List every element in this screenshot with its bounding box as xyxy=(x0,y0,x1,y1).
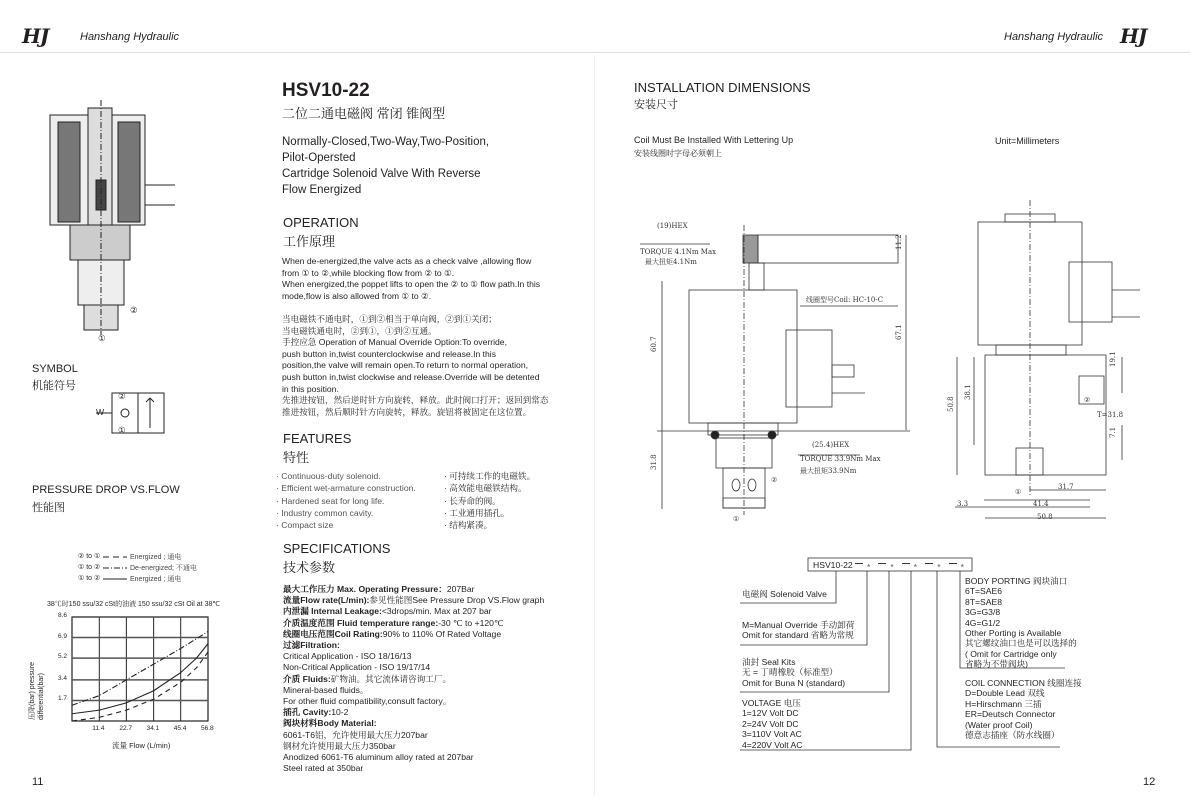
coil-line: H=Hirschmann 三插 xyxy=(965,698,1042,709)
spec-label: 线圈电压范围Coil Rating: xyxy=(283,628,383,639)
product-desc-3: Cartridge Solenoid Valve With Reverse xyxy=(282,168,481,180)
pressure-drop-chart xyxy=(72,617,208,721)
specifications-title-cn: 技术参数 xyxy=(283,560,336,575)
spec-row xyxy=(283,640,544,651)
specifications-title: SPECIFICATIONS xyxy=(283,541,391,556)
page-number-left: 11 xyxy=(32,776,44,788)
product-desc-2: Pilot-Opersted xyxy=(282,152,356,164)
spec-value: 90% to 110% Of Rated Voltage xyxy=(382,628,502,639)
chart-ytick: 5.2 xyxy=(58,653,68,661)
chart-plot-area xyxy=(72,617,208,721)
chart-xtick: 56.8 xyxy=(201,725,214,732)
spec-value: 参见性能图See Pressure Drop VS.Flow graph xyxy=(369,595,545,606)
operation-text xyxy=(282,256,548,418)
operation-line: push button in,twist counterclockwise and release.In this xyxy=(282,348,497,359)
legend-label-3: Energized ; 通电 xyxy=(130,576,182,583)
operation-line: in this position. xyxy=(282,383,339,394)
installation-drawing-front xyxy=(640,225,910,515)
seal-line: Omit for Buna N (standard) xyxy=(742,677,846,688)
spec-label: 插孔 Cavity: xyxy=(283,707,332,718)
spec-row xyxy=(283,651,544,662)
dim-torque2_cn: 最大扭矩33.9Nm xyxy=(800,467,857,475)
chart-xtick: 45.4 xyxy=(173,725,187,732)
installation-title-cn: 安装尺寸 xyxy=(634,99,678,111)
spec-value: For other fluid compatibility,consult factory。 xyxy=(283,696,452,707)
spec-row xyxy=(283,718,544,729)
operation-line: When de-energized,the valve acts as a check valve ,allowing flow xyxy=(282,256,532,266)
legend-path-3: ① to ② xyxy=(78,575,101,582)
order-solenoid: 电磁阀 Solenoid Valve xyxy=(742,589,827,599)
order-model: HSV10-22 xyxy=(813,560,853,570)
feature-en: · Continuous-duty solenoid. xyxy=(276,471,381,481)
spec-value: 钢材允许使用最大压力350bar xyxy=(283,740,396,751)
chart-ytick: 8.6 xyxy=(58,612,68,619)
dim-t318: T=31.8 xyxy=(1097,411,1124,419)
dim-d33: 3.3 xyxy=(957,500,969,508)
seal-line: 无 = 丁晴橡胶（标准型） xyxy=(742,667,838,678)
operation-line: 先推进按钮，然后逆时针方向旋转，释放。此时阀口打开；返回到常态 xyxy=(282,395,549,406)
spec-row xyxy=(283,618,544,629)
porting-line: 省略为不带阀块) xyxy=(965,659,1029,670)
unit-label: Unit=Millimeters xyxy=(995,136,1060,146)
chart-xtick: 22.7 xyxy=(119,725,132,732)
order-option-1: * xyxy=(867,562,871,572)
chart-ytick: 6.9 xyxy=(58,632,68,640)
chart-title-cn: 性能图 xyxy=(32,502,65,514)
order-dash xyxy=(855,563,863,564)
dim-torque1_cn: 最大扭矩4.1Nm xyxy=(645,258,697,266)
operation-line: 手控应急 Operation of Manual Override Option:To override, xyxy=(282,337,507,348)
spec-value: Non-Critical Application - ISO 19/17/14 xyxy=(283,662,431,673)
operation-line: When energized,the poppet lifts to open the ② to ① flow path.In this xyxy=(282,279,541,290)
valve-section-drawing xyxy=(50,100,175,335)
coil-line: D=Double Lead 双线 xyxy=(965,688,1045,699)
operation-title: OPERATION xyxy=(283,215,359,230)
dim-p1: ① xyxy=(733,515,740,523)
spec-value: 207Bar xyxy=(446,584,475,594)
operation-line: from ① to ②,while blocking flow from ② to ①. xyxy=(282,267,455,278)
spec-row xyxy=(283,629,544,640)
dim-hex19: (19)HEX xyxy=(657,222,688,230)
spec-label: 过滤Filtration: xyxy=(283,640,340,651)
symbol-title: SYMBOL xyxy=(32,363,78,375)
legend-label-2: De-energized; 不通电 xyxy=(130,565,197,572)
symbol-port-2: ② xyxy=(118,391,126,401)
product-subtitle-cn: 二位二通电磁阀 常闭 锥阀型 xyxy=(282,106,446,121)
dim-torque2: TORQUE 33.9Nm Max xyxy=(800,455,881,463)
right-logo: HJ xyxy=(1120,24,1147,48)
page-number-right: 12 xyxy=(1143,776,1156,788)
spec-row xyxy=(283,707,544,718)
chart-subtitle: 38℃时150 ssu/32 cSt的油液 150 ssu/32 cSt Oil at 38℃ xyxy=(47,601,221,608)
voltage-line: 1=12V Volt DC xyxy=(742,708,799,719)
spec-value: Mineral-based fluids。 xyxy=(283,684,369,695)
product-model: HSV10-22 xyxy=(282,80,370,101)
order-option-5: * xyxy=(960,562,964,572)
right-brand: Hanshang Hydraulic xyxy=(1004,31,1104,43)
porting-line: 8T=SAE8 xyxy=(965,596,1003,607)
chart-xtick: 11.4 xyxy=(92,725,105,732)
dim-d508h: 50.8 xyxy=(1037,513,1053,521)
order-dash xyxy=(925,563,933,564)
port-1-label: ① xyxy=(98,333,106,343)
spec-row xyxy=(283,730,544,741)
dim-d191: 19.1 xyxy=(1109,351,1117,367)
features-title-cn: 特性 xyxy=(283,450,310,465)
dim-p2: ② xyxy=(771,476,778,484)
dim-hex25: (25.4)HEX xyxy=(812,441,850,449)
operation-line xyxy=(282,302,548,314)
installation-note-cn: 安装线圈时字母必须朝上 xyxy=(634,149,722,158)
spec-value: <3drops/min. Max at 207 bar xyxy=(381,606,492,617)
operation-title-cn: 工作原理 xyxy=(283,234,336,249)
coil-line: 德意志插座（防水线圈） xyxy=(965,730,1060,741)
dim-rp1: ① xyxy=(1015,488,1022,496)
product-desc-4: Flow Energized xyxy=(282,184,362,196)
symbol-port-1: ① xyxy=(118,425,126,435)
porting-line: 4G=G1/2 xyxy=(965,617,1001,628)
chart-xtick: 34.1 xyxy=(146,725,160,732)
coil-line: (Water proof Coil) xyxy=(965,719,1033,730)
chart-series-dashdot xyxy=(72,632,208,706)
symbol-title-cn: 机能符号 xyxy=(32,380,76,392)
porting-line: Other Porting is Available xyxy=(965,628,1062,639)
feature-en: · Industry common cavity. xyxy=(276,507,374,518)
chart-ylabel: 压降(bar) pressure differential(bar) xyxy=(29,662,45,720)
order-dash xyxy=(878,563,886,564)
spec-row xyxy=(283,685,544,696)
specifications-list xyxy=(283,584,544,774)
dim-d607: 60.7 xyxy=(650,336,658,352)
spec-value: Anodized 6061-T6 aluminum alloy rated at 207bar xyxy=(283,752,474,763)
voltage-line: 4=220V Volt AC xyxy=(742,739,803,750)
symbol-w: W xyxy=(96,407,105,417)
installation-note: Coil Must Be Installed With Lettering Up xyxy=(634,135,794,145)
left-logo: HJ xyxy=(22,24,49,48)
dim-d318: 31.8 xyxy=(650,454,658,470)
coil-line: ER=Deutsch Connector xyxy=(965,709,1056,720)
porting-line: BODY PORTING 阀块油口 xyxy=(965,576,1068,586)
porting-line: 其它螺纹油口也是可以选择的 xyxy=(965,638,1077,649)
dim-d381: 38.1 xyxy=(964,384,972,400)
order-option-3: * xyxy=(913,562,918,572)
chart-ytick: 3.4 xyxy=(58,674,68,682)
feature-cn: · 结构紧凑。 xyxy=(444,520,493,531)
order-option-2: * xyxy=(890,562,894,572)
porting-line: ( Omit for Cartridge only xyxy=(965,648,1057,659)
voltage-line: 2=24V Volt DC xyxy=(742,718,799,729)
feature-cn: · 可持续工作的电磁铁。 xyxy=(444,471,536,481)
override-line: Omit for standard 省略为常规 xyxy=(742,630,854,641)
spec-value: 6061-T6铝，允许使用最大压力207bar xyxy=(283,729,428,740)
porting-line: 3G=G3/8 xyxy=(965,607,1001,618)
spec-value: 矿物油。其它流体请咨询工厂。 xyxy=(330,673,452,684)
spec-row xyxy=(283,584,544,595)
operation-line: push button in,twist clockwise and release.Override will be detented xyxy=(282,371,540,382)
spec-label: 介质 Fluids: xyxy=(283,673,331,684)
dim-torque1: TORQUE 4.1Nm Max xyxy=(640,248,717,256)
spec-label: 阀块材料Body Material: xyxy=(283,718,377,729)
dim-d317: 31.7 xyxy=(1058,483,1074,491)
voltage-line: VOLTAGE 电压 xyxy=(742,698,801,708)
chart-title: PRESSURE DROP VS.FLOW xyxy=(32,484,180,496)
feature-en: · Hardened seat for long life. xyxy=(276,495,385,506)
feature-cn: · 工业通用插孔。 xyxy=(444,507,510,518)
left-brand: Hanshang Hydraulic xyxy=(80,31,180,43)
seal-line: 油封 Seal Kits xyxy=(742,657,796,667)
voltage-line: 3=110V Volt AC xyxy=(742,729,802,740)
dim-d414: 41.4 xyxy=(1033,500,1049,508)
feature-cn: · 长寿命的阀。 xyxy=(444,495,501,506)
dim-d508v: 50.8 xyxy=(947,396,955,412)
installation-title: INSTALLATION DIMENSIONS xyxy=(634,80,811,95)
spec-row xyxy=(283,763,544,774)
coil-line: COIL CONNECTION 线圈连接 xyxy=(965,678,1082,688)
chart-series-solid xyxy=(72,644,208,714)
operation-line: position,the valve will remain open.To return to normal operation, xyxy=(282,360,529,371)
spec-row xyxy=(283,662,544,673)
spec-row xyxy=(283,696,544,707)
spec-row xyxy=(283,741,544,752)
feature-en: · Compact size xyxy=(276,520,334,531)
operation-line: 当电磁铁通电时，②到①，①到②互通。 xyxy=(282,325,437,336)
spec-value: Critical Application - ISO 18/16/13 xyxy=(283,651,412,662)
dim-rp2: ② xyxy=(1084,396,1091,404)
operation-line: 当电磁铁不通电时，①到②相当于单向阀，②到①关闭； xyxy=(282,313,497,324)
spec-row xyxy=(283,595,544,606)
spec-label: 内泄漏 Internal Leakage: xyxy=(283,606,382,617)
features-title: FEATURES xyxy=(283,431,352,446)
product-desc-1: Normally-Closed,Two-Way,Two-Position, xyxy=(282,136,490,148)
operation-line: 推进按钮，然后顺时针方向旋转，释放。旋钮将被固定在这位置。 xyxy=(282,406,532,417)
port-2-label: ② xyxy=(130,305,138,315)
spec-label: 最大工作压力 Max. Operating Pressure： xyxy=(283,584,447,594)
spec-row xyxy=(283,606,544,617)
symbol-drawing xyxy=(96,393,164,433)
spec-row xyxy=(283,674,544,685)
dim-coil: 线圈型号Coil: HC-10-C xyxy=(806,296,884,304)
feature-en: · Efficient wet-armature construction. xyxy=(276,483,416,494)
order-dash xyxy=(949,563,957,564)
order-option-4: * xyxy=(937,562,941,572)
legend-path-2: ① to ② xyxy=(78,564,101,571)
spec-row xyxy=(283,752,544,763)
legend-label-1: Energized ; 通电 xyxy=(130,554,182,561)
dim-d671: 67.1 xyxy=(895,324,903,340)
override-line: M=Manual Override 手动卸荷 xyxy=(742,620,855,630)
dim-d112: 11.2 xyxy=(895,234,903,250)
order-dash xyxy=(902,563,910,564)
spec-value: 10-2 xyxy=(331,707,349,718)
spec-value: -30 ℃ to +120℃ xyxy=(438,617,504,628)
spec-label: 介质温度范围 Fluid temperature range: xyxy=(283,617,439,628)
feature-cn: · 高效能电磁铁结构。 xyxy=(444,483,527,494)
legend-path-1: ② to ① xyxy=(78,553,101,560)
operation-line: mode,flow is also allowed from ① to ②. xyxy=(282,290,432,301)
spec-label: 流量Flow rate(L/min): xyxy=(283,595,370,606)
chart-ytick: 1.7 xyxy=(58,695,68,703)
porting-line: 6T=SAE6 xyxy=(965,586,1003,597)
chart-xlabel: 流量 Flow (L/min) xyxy=(112,741,171,750)
spec-value: Steel rated at 350bar xyxy=(283,763,364,774)
dim-d71: 7.1 xyxy=(1109,426,1117,438)
